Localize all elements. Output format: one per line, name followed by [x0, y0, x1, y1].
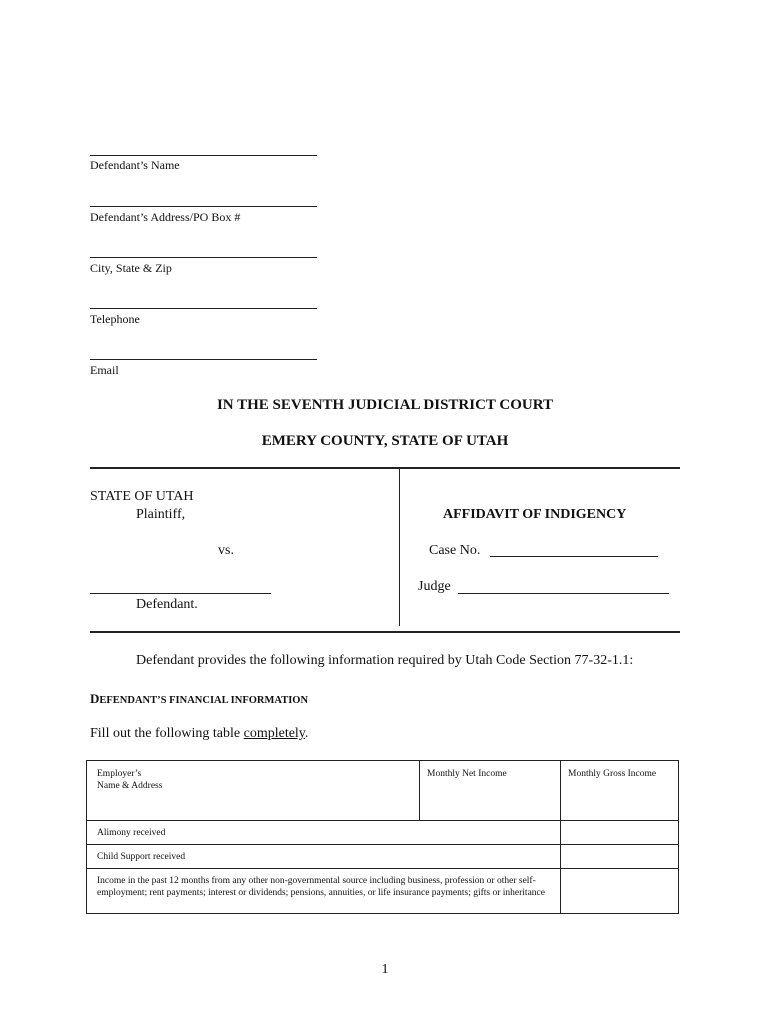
document-title: AFFIDAVIT OF INDIGENCY	[443, 507, 627, 522]
table-divider-net	[419, 761, 420, 820]
table-divider-gross	[560, 761, 561, 913]
telephone-label: Telephone	[90, 312, 140, 326]
section-heading-rest: EFENDANT’S FINANCIAL INFORMATION	[99, 695, 309, 706]
case-number-label: Case No.	[429, 543, 481, 558]
email-label: Email	[90, 363, 119, 377]
intro-paragraph: Defendant provides the following information required by Utah Code Section 77-32-1.1:	[136, 653, 634, 668]
court-title: IN THE SEVENTH JUDICIAL DISTRICT COURT	[216, 397, 554, 413]
caption-top-rule	[90, 467, 680, 469]
defendant-address-label: Defendant’s Address/PO Box #	[90, 210, 241, 224]
other-income-row-label: Income in the past 12 months from any other non-governmental source including business, profession or other self-employment; rent payments; interest or dividends; pensions, annuities, or life insurance payments; gifts or inheritance	[97, 876, 545, 898]
net-income-header: Monthly Net Income	[427, 769, 507, 779]
court-county: EMERY COUNTY, STATE OF UTAH	[261, 433, 509, 449]
versus-label: vs.	[218, 543, 234, 558]
judge-field[interactable]	[458, 593, 669, 594]
instruction-emphasis: completely	[243, 726, 305, 741]
caption-divider	[399, 468, 400, 626]
case-number-field[interactable]	[490, 556, 658, 557]
table-row-divider-2	[87, 844, 678, 845]
employer-header-line1: Employer’s	[97, 769, 142, 779]
telephone-line[interactable]	[90, 308, 317, 309]
defendant-caption-line[interactable]	[90, 593, 271, 594]
section-heading	[90, 690, 308, 708]
table-row-divider-3	[87, 868, 678, 869]
table-instruction	[90, 726, 308, 742]
income-table	[86, 760, 679, 914]
caption-bottom-rule	[90, 631, 680, 633]
gross-income-header: Monthly Gross Income	[568, 769, 657, 779]
table-row-divider-1	[87, 820, 678, 821]
judge-label: Judge	[418, 579, 451, 594]
email-line[interactable]	[90, 359, 317, 360]
defendant-name-line[interactable]	[90, 155, 317, 156]
instruction-period: .	[304, 726, 309, 741]
child-support-row-label: Child Support received	[97, 852, 186, 862]
defendant-address-line[interactable]	[90, 206, 317, 207]
section-heading-initial: D	[90, 691, 100, 706]
city-state-zip-label: City, State & Zip	[90, 261, 172, 275]
page-number: 1	[381, 962, 389, 977]
alimony-row-label: Alimony received	[97, 828, 166, 838]
defendant-role: Defendant.	[136, 597, 198, 612]
city-state-zip-line[interactable]	[90, 257, 317, 258]
plaintiff-name: STATE OF UTAH	[90, 489, 194, 504]
instruction-text: Fill out the following table	[90, 726, 244, 741]
employer-header-line2: Name & Address	[97, 781, 163, 791]
defendant-name-label: Defendant’s Name	[90, 158, 180, 172]
plaintiff-role: Plaintiff,	[136, 507, 186, 522]
employer-header	[97, 768, 162, 792]
